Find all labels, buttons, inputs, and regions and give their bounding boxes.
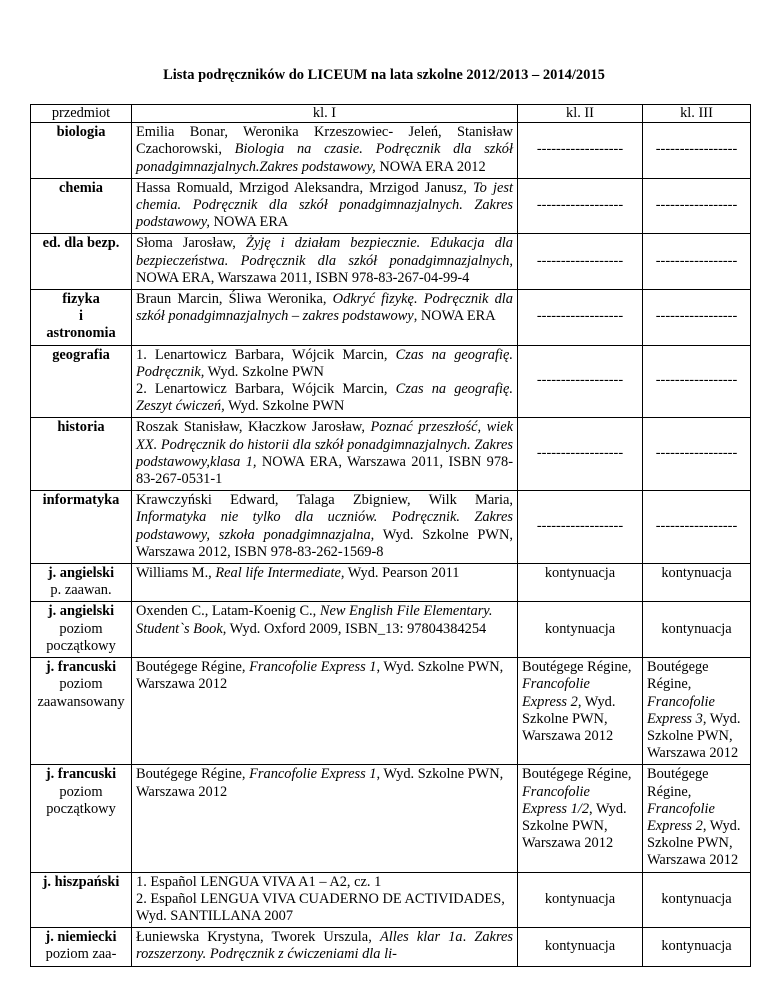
kl1-cell: Łuniewska Krystyna, Tworek Urszula, Alles klar 1a. Zakres rozszerzony. Podręcznik z ćwiczeniami dla li- [132, 928, 518, 966]
kl3-cell: Boutégege Régine, Francofolie Express 3, Wyd. Szkolne PWN, Warszawa 2012 [643, 658, 751, 765]
kl1-cell: Roszak Stanisław, Kłaczkow Jarosław, Poznać przeszłość, wiek XX. Podręcznik do historii dla szkół ponadgimnazjalnych. Zakres podstawowy,klasa 1, NOWA ERA, Warszawa 2011, ISBN 978-83-267-0531-1 [132, 418, 518, 491]
header-kl3: kl. III [643, 105, 751, 123]
textbook-table [30, 104, 751, 967]
table-header-row [31, 105, 751, 123]
table-row [31, 418, 751, 491]
table-row [31, 123, 751, 179]
subject-line: j. niemiecki [45, 929, 117, 946]
kl2-cell: ------------------ [518, 345, 643, 418]
kl2-cell: kontynuacja [518, 872, 643, 928]
subject-line: poziom zaa- [45, 946, 117, 963]
kl3-cell: ----------------- [643, 178, 751, 234]
table-row [31, 564, 751, 602]
table-row [31, 872, 751, 928]
kl3-cell: Boutégege Régine, Francofolie Express 2, Wyd. Szkolne PWN, Warszawa 2012 [643, 765, 751, 872]
kl3-cell: kontynuacja [643, 872, 751, 928]
table-row [31, 345, 751, 418]
subject-cell [31, 928, 132, 966]
subject-cell: j. hiszpański [31, 872, 132, 928]
subject-cell [31, 658, 132, 765]
table-row [31, 290, 751, 346]
table-row [31, 658, 751, 765]
kl2-cell: ------------------ [518, 178, 643, 234]
kl1-cell: Boutégege Régine, Francofolie Express 1, Wyd. Szkolne PWN, Warszawa 2012 [132, 658, 518, 765]
kl2-cell: ------------------ [518, 123, 643, 179]
subject-line: fizyka [62, 291, 100, 308]
subject-cell: historia [31, 418, 132, 491]
table-row [31, 765, 751, 872]
subject-cell: chemia [31, 178, 132, 234]
kl2-cell: ------------------ [518, 234, 643, 290]
header-kl1: kl. I [132, 105, 518, 123]
kl1-cell: Williams M., Real life Intermediate, Wyd. Pearson 2011 [132, 564, 518, 602]
kl1-cell: Krawczyński Edward, Talaga Zbigniew, Wilk Maria, Informatyka nie tylko dla uczniów. Podręcznik. Zakres podstawowy, szkoła ponadgimnazjalna, Wyd. Szkolne PWN, Warszawa 2012, ISBN 978-83-262-1569-8 [132, 491, 518, 564]
subject-line: j. angielski [47, 565, 115, 582]
header-subject: przedmiot [31, 105, 132, 123]
table-row [31, 178, 751, 234]
subject-line: poziom początkowy [46, 783, 116, 817]
kl2-cell: kontynuacja [518, 564, 643, 602]
kl1-cell: Emilia Bonar, Weronika Krzeszowiec- Jeleń, Stanisław Czachorowski, Biologia na czasie. Podręcznik dla szkół ponadgimnazjalnych.Zakres podstawowy, NOWA ERA 2012 [132, 123, 518, 179]
subject-cell: informatyka [31, 491, 132, 564]
table-row [31, 234, 751, 290]
kl1-cell: Słoma Jarosław, Żyję i działam bezpiecznie. Edukacja dla bezpieczeństwa. Podręcznik dla szkół ponadgimnazjalnych, NOWA ERA, Warszawa 2011, ISBN 978-83-267-04-99-4 [132, 234, 518, 290]
kl1-cell: Braun Marcin, Śliwa Weronika, Odkryć fizykę. Podręcznik dla szkół ponadgimnazjalnych – zakres podstawowy, NOWA ERA [132, 290, 518, 346]
kl2-cell: Boutégege Régine, Francofolie Express 2, Wyd. Szkolne PWN, Warszawa 2012 [518, 658, 643, 765]
kl2-cell: ------------------ [518, 418, 643, 491]
header-kl2: kl. II [518, 105, 643, 123]
kl2-cell: ------------------ [518, 491, 643, 564]
subject-line: j. angielski [47, 603, 115, 620]
table-row [31, 602, 751, 658]
subject-line: p. zaawan. [50, 582, 112, 599]
subject-line: i [79, 308, 83, 325]
kl1-cell: Hassa Romuald, Mrzigod Aleksandra, Mrzigod Janusz, To jest chemia. Podręcznik dla szkół ponadgimnazjalnych. Zakres podstawowy, NOWA ERA [132, 178, 518, 234]
kl1-cell: Oxenden C., Latam-Koenig C., New English File Elementary. Student`s Book, Wyd. Oxford 2009, ISBN_13: 97804384254 [132, 602, 518, 658]
kl3-cell: kontynuacja [643, 602, 751, 658]
subject-cell: ed. dla bezp. [31, 234, 132, 290]
subject-line: j. francuski [45, 659, 117, 676]
table-row [31, 491, 751, 564]
kl3-cell: ----------------- [643, 290, 751, 346]
subject-cell [31, 564, 132, 602]
kl2-cell: kontynuacja [518, 602, 643, 658]
subject-line: astronomia [46, 325, 116, 342]
subject-line: poziom zaawansowany [37, 676, 125, 710]
kl3-cell: ----------------- [643, 491, 751, 564]
subject-cell [31, 765, 132, 872]
page-title: Lista podręczników do LICEUM na lata szkolne 2012/2013 – 2014/2015 [163, 67, 605, 83]
kl1-cell: 1. Lenartowicz Barbara, Wójcik Marcin, Czas na geografię. Podręcznik, Wyd. Szkolne PWN 2. Lenartowicz Barbara, Wójcik Marcin, Czas na geografię. Zeszyt ćwiczeń, Wyd. Szkolne PWN [132, 345, 518, 418]
table-row [31, 928, 751, 966]
kl2-cell: ------------------ [518, 290, 643, 346]
kl3-cell: ----------------- [643, 418, 751, 491]
subject-cell [31, 602, 132, 658]
kl3-cell: ----------------- [643, 345, 751, 418]
kl3-cell: kontynuacja [643, 928, 751, 966]
kl2-cell: Boutégege Régine, Francofolie Express 1/2, Wyd. Szkolne PWN, Warszawa 2012 [518, 765, 643, 872]
subject-cell [31, 290, 132, 346]
subject-line: poziom początkowy [46, 620, 116, 654]
kl1-cell: Boutégege Régine, Francofolie Express 1, Wyd. Szkolne PWN, Warszawa 2012 [132, 765, 518, 872]
subject-cell: biologia [31, 123, 132, 179]
subject-line: j. francuski [45, 766, 117, 783]
kl2-cell: kontynuacja [518, 928, 643, 966]
subject-cell: geografia [31, 345, 132, 418]
kl3-cell: kontynuacja [643, 564, 751, 602]
kl3-cell: ----------------- [643, 123, 751, 179]
kl1-cell: 1. Español LENGUA VIVA A1 – A2, cz. 1 2. Español LENGUA VIVA CUADERNO DE ACTIVIDADES, Wyd. SANTILLANA 2007 [132, 872, 518, 928]
kl3-cell: ----------------- [643, 234, 751, 290]
